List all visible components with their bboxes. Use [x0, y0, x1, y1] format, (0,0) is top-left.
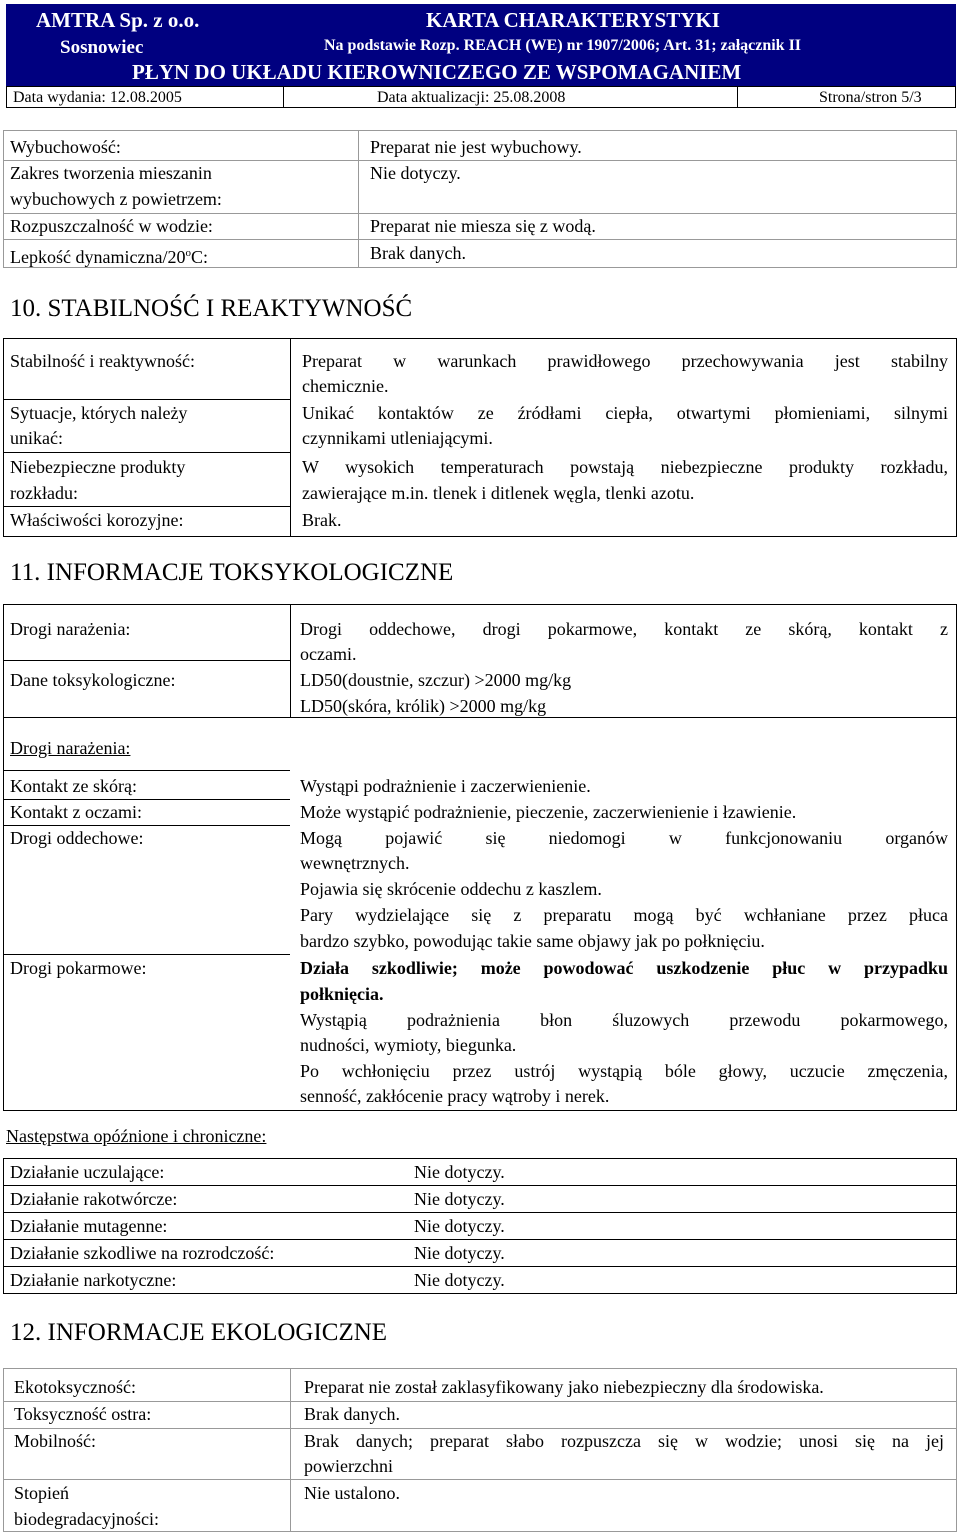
decomposition-label-line1: Niebezpieczne produkty	[10, 457, 186, 477]
biodegradability-value: Nie ustalono.	[304, 1483, 400, 1503]
biodegradability-label-line2: biodegradacyjności:	[14, 1509, 159, 1529]
viscosity-value: Brak danych.	[370, 243, 466, 263]
eye-contact-label: Kontakt z oczami:	[10, 802, 142, 822]
section-10-title: 10. STABILNOŚĆ I REAKTYWNOŚĆ	[10, 295, 413, 322]
mobility-label: Mobilność:	[14, 1431, 97, 1451]
ingestion-line2: nudności, wymioty, biegunka.	[300, 1035, 517, 1055]
tox-data-label: Dane toksykologiczne:	[10, 670, 176, 690]
section-11-title: 11. INFORMACJE TOKSYKOLOGICZNE	[10, 559, 454, 586]
update-date: Data aktualizacji: 25.08.2008	[377, 89, 566, 106]
ingestion-line4: senność, zakłócenie pracy wątroby i nerek.	[300, 1086, 610, 1106]
explosive-range-value: Nie dotyczy.	[370, 163, 461, 183]
corrosive-value: Brak.	[302, 510, 342, 530]
corrosive-label: Właściwości korozyjne:	[10, 510, 184, 530]
ingestion-line1: Wystąpią podrażnienia błon śluzowych przewodu pokarmowego,	[300, 1010, 948, 1030]
divider	[737, 87, 738, 107]
column-divider	[290, 604, 291, 718]
issue-date: Data wydania: 12.08.2005	[13, 89, 182, 106]
ingestion-warning-line2: połknięcia.	[300, 984, 384, 1004]
reproductive-value: Nie dotyczy.	[414, 1243, 505, 1263]
row-divider	[3, 770, 290, 771]
narcotic-label: Działanie narkotyczne:	[10, 1270, 177, 1290]
carcinogenicity-label: Działanie rakotwórcze:	[10, 1189, 178, 1209]
inhalation-line1: Mogą pojawić się niedomogi w funkcjonowaniu organów	[300, 828, 948, 848]
ingestion-label: Drogi pokarmowe:	[10, 958, 147, 978]
product-name: PŁYN DO UKŁADU KIEROWNICZEGO ZE WSPOMAGANIEM	[132, 60, 742, 84]
ecotoxicity-value: Preparat nie został zaklasyfikowany jako niebezpieczny dla środowiska.	[304, 1377, 824, 1397]
company-name: AMTRA Sp. z o.o.	[36, 8, 200, 32]
inhalation-line4: Pary wydzielające się z preparatu mogą być wchłaniane przez płuca	[300, 905, 948, 925]
narcotic-value: Nie dotyczy.	[414, 1270, 505, 1290]
inhalation-label: Drogi oddechowe:	[10, 828, 144, 848]
divider	[283, 87, 284, 107]
exposure-routes-line1: Drogi oddechowe, drogi pokarmowe, kontakt ze skórą, kontakt z	[300, 619, 948, 639]
acute-toxicity-label: Toksyczność ostra:	[14, 1404, 152, 1424]
viscosity-label: Lepkość dynamiczna/20$^o$C:	[10, 247, 208, 267]
decomposition-value-line2: zawierające m.in. tlenek i ditlenek węgla, tlenki azotu.	[302, 483, 695, 503]
row-divider	[3, 1479, 957, 1480]
header-dates-row	[6, 86, 956, 108]
exposure-routes-label: Drogi narażenia:	[10, 619, 131, 639]
inhalation-line2: wewnętrznych.	[300, 853, 410, 873]
water-solubility-value: Preparat nie miesza się z wodą.	[370, 216, 596, 236]
company-city: Sosnowiec	[60, 37, 144, 58]
document-title: KARTA CHARAKTERYSTYKI	[426, 8, 720, 32]
tox-data-line1: LD50(doustnie, szczur) >2000 mg/kg	[300, 670, 572, 690]
avoid-conditions-label-line1: Sytuacje, których należy	[10, 403, 188, 423]
explosiveness-value: Preparat nie jest wybuchowy.	[370, 137, 582, 157]
skin-contact-value: Wystąpi podrażnienie i zaczerwienienie.	[300, 776, 591, 796]
biodegradability-label-line1: Stopień	[14, 1483, 70, 1503]
exposure-routes-line2: oczami.	[300, 644, 357, 664]
stability-value-line2: chemicznie.	[302, 376, 389, 396]
stability-value-line1: Preparat w warunkach prawidłowego przechowywania jest stabilny	[302, 351, 948, 371]
ecotoxicity-label: Ekotoksyczność:	[14, 1377, 136, 1397]
row-divider	[3, 452, 290, 453]
mutagenicity-value: Nie dotyczy.	[414, 1216, 505, 1236]
avoid-conditions-value-line1: Unikać kontaktów ze źródłami ciepła, otwartymi płomieniami, silnymi	[302, 403, 948, 423]
avoid-conditions-label-line2: unikać:	[10, 428, 63, 448]
column-divider	[290, 338, 291, 537]
carcinogenicity-value: Nie dotyczy.	[414, 1189, 505, 1209]
page-number: Strona/stron 5/3	[819, 89, 922, 106]
regulation-reference: Na podstawie Rozp. REACH (WE) nr 1907/2006; Art. 31; załącznik II	[324, 37, 802, 54]
mobility-value-line2: powierzchni	[304, 1456, 393, 1476]
mutagenicity-label: Działanie mutagenne:	[10, 1216, 168, 1236]
water-solubility-label: Rozpuszczalność w wodzie:	[10, 216, 213, 236]
explosive-range-label: Zakres tworzenia mieszanin	[10, 163, 212, 183]
ingestion-line3: Po wchłonięciu przez ustrój wystąpią bóle głowy, uczucie zmęczenia,	[300, 1061, 948, 1081]
exposure-routes-heading: Drogi narażenia:	[10, 738, 131, 758]
mobility-value-line1: Brak danych; preparat słabo rozpuszcza się w wodzie; unosi się na jej	[304, 1431, 944, 1451]
avoid-conditions-value-line2: czynnikami utleniającymi.	[302, 428, 493, 448]
document-header	[6, 4, 956, 108]
inhalation-line3: Pojawia się skrócenie oddechu z kaszlem.	[300, 879, 602, 899]
decomposition-value-line1: W wysokich temperaturach powstają niebezpieczne produkty rozkładu,	[302, 457, 948, 477]
column-divider	[358, 130, 359, 268]
sensitization-label: Działanie uczulające:	[10, 1162, 165, 1182]
skin-contact-label: Kontakt ze skórą:	[10, 776, 137, 796]
row-divider	[3, 660, 290, 661]
explosiveness-label: Wybuchowość:	[10, 137, 121, 157]
inhalation-line5: bardzo szybko, powodując takie same objawy jak po połknięciu.	[300, 931, 765, 951]
eye-contact-value: Może wystąpić podrażnienie, pieczenie, zaczerwienienie i łzawienie.	[300, 802, 797, 822]
column-divider	[290, 1368, 291, 1532]
decomposition-label-line2: rozkładu:	[10, 483, 78, 503]
chronic-effects-heading: Następstwa opóźnione i chroniczne:	[6, 1126, 267, 1146]
sensitization-value: Nie dotyczy.	[414, 1162, 505, 1182]
acute-toxicity-value: Brak danych.	[304, 1404, 400, 1424]
ingestion-warning-line1: Działa szkodliwie; może powodować uszkodzenie płuc w przypadku	[300, 958, 948, 978]
explosive-range-label-cont: wybuchowych z powietrzem:	[10, 189, 222, 209]
stability-label: Stabilność i reaktywność:	[10, 351, 195, 371]
reproductive-label: Działanie szkodliwe na rozrodczość:	[10, 1243, 275, 1263]
section-12-title: 12. INFORMACJE EKOLOGICZNE	[10, 1319, 388, 1346]
tox-data-line2: LD50(skóra, królik) >2000 mg/kg	[300, 696, 547, 716]
